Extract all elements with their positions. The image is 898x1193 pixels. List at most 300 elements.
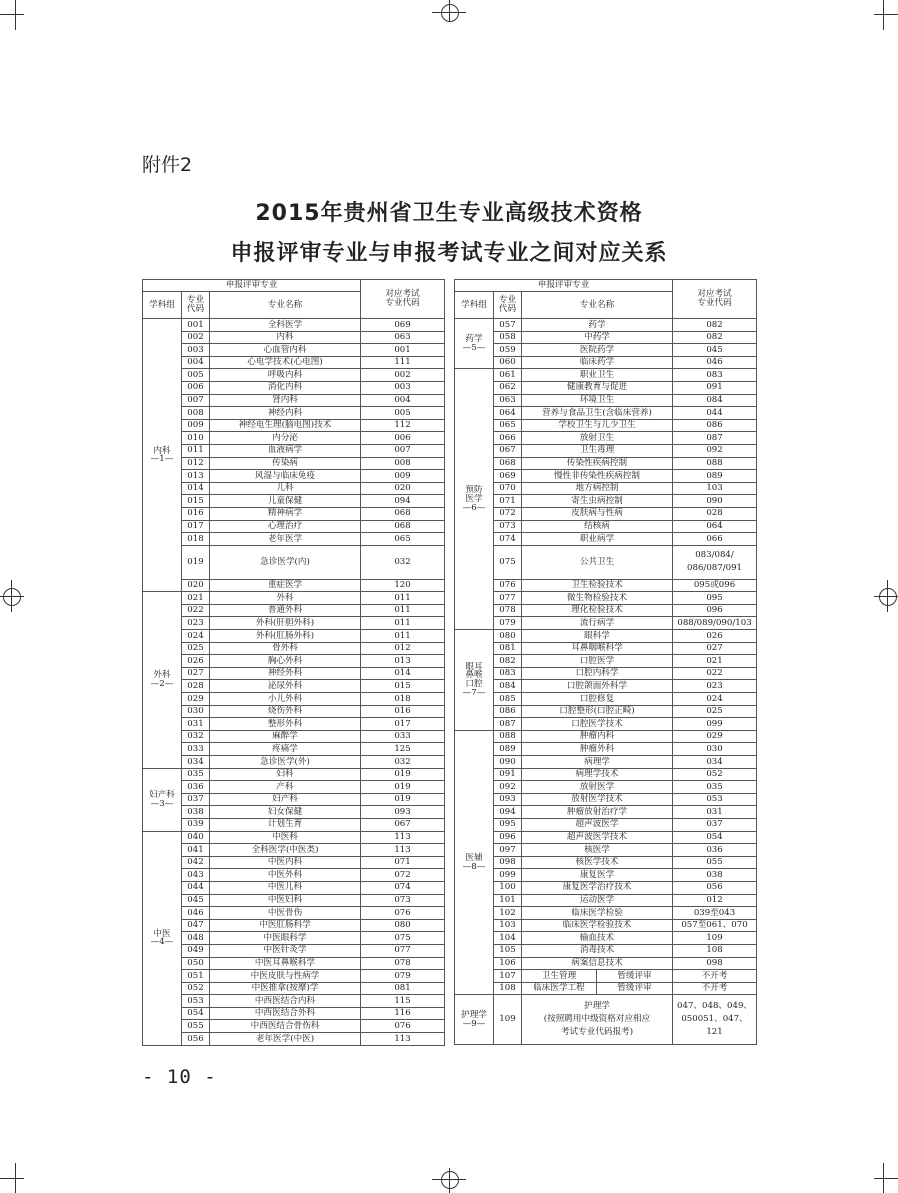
exam-code: 125 — [361, 743, 445, 756]
table-row — [143, 881, 445, 894]
exam-code: 不开考 — [673, 970, 757, 983]
table-row — [143, 1007, 445, 1020]
specialty-code: 056 — [182, 1033, 210, 1046]
exam-code: 109 — [673, 932, 757, 945]
specialty-code: 085 — [494, 693, 522, 706]
table-row — [455, 894, 757, 907]
specialty-name: 皮肤病与性病 — [522, 507, 673, 520]
table-row — [455, 344, 757, 357]
table-row — [455, 356, 757, 369]
specialty-code: 010 — [182, 432, 210, 445]
exam-code: 031 — [673, 806, 757, 819]
specialty-code: 103 — [494, 919, 522, 932]
specialty-code: 050 — [182, 957, 210, 970]
specialty-code: 078 — [494, 604, 522, 617]
table-row — [143, 680, 445, 693]
table-row — [455, 394, 757, 407]
specialty-code: 109 — [494, 995, 522, 1045]
specialty-code: 059 — [494, 344, 522, 357]
exam-code: 055 — [673, 856, 757, 869]
exam-code: 080 — [361, 919, 445, 932]
specialty-code: 038 — [182, 806, 210, 819]
exam-code: 103 — [673, 482, 757, 495]
specialty-code: 080 — [494, 630, 522, 643]
exam-code: 082 — [673, 319, 757, 332]
table-row — [455, 495, 757, 508]
header-specialty-code: 专业 代码 — [494, 292, 522, 319]
exam-code: 083 — [673, 369, 757, 382]
specialty-code: 094 — [494, 806, 522, 819]
table-row — [455, 995, 757, 1045]
specialty-code: 055 — [182, 1020, 210, 1033]
specialty-name: 眼科学 — [522, 630, 673, 643]
specialty-name: 计划生育 — [210, 818, 361, 831]
table-row — [143, 705, 445, 718]
table-row — [455, 881, 757, 894]
specialty-name: 寄生虫病控制 — [522, 495, 673, 508]
table-row — [143, 1033, 445, 1046]
table-row — [143, 818, 445, 831]
specialty-code: 088 — [494, 730, 522, 743]
specialty-name: 耳鼻咽喉科学 — [522, 642, 673, 655]
table-row — [455, 806, 757, 819]
specialty-code: 032 — [182, 730, 210, 743]
specialty-code: 084 — [494, 680, 522, 693]
specialty-code: 105 — [494, 944, 522, 957]
specialty-name: 麻醉学 — [210, 730, 361, 743]
specialty-name: 疼痛学 — [210, 743, 361, 756]
exam-code: 081 — [361, 982, 445, 995]
specialty-name: 临床医学工程 — [522, 982, 597, 995]
table-row — [143, 718, 445, 731]
specialty-name: 外科(肝胆外科) — [210, 617, 361, 630]
specialty-code: 025 — [182, 642, 210, 655]
exam-code: 079 — [361, 970, 445, 983]
specialty-code: 060 — [494, 356, 522, 369]
table-row — [143, 730, 445, 743]
specialty-name: 产科 — [210, 781, 361, 794]
specialty-name: 外科(肛肠外科) — [210, 630, 361, 643]
exam-code: 113 — [361, 844, 445, 857]
deferred-review-note: 暂缓评审 — [597, 982, 673, 995]
specialty-name: 理化检验技术 — [522, 604, 673, 617]
table-row — [455, 718, 757, 731]
specialty-code: 090 — [494, 756, 522, 769]
table-row — [143, 919, 445, 932]
header-row — [455, 280, 757, 292]
header-exam-code: 对应考试 专业代码 — [361, 280, 445, 319]
specialty-code: 041 — [182, 844, 210, 857]
exam-code: 073 — [361, 894, 445, 907]
specialty-name: 全科医学(中医类) — [210, 844, 361, 857]
exam-code: 092 — [673, 444, 757, 457]
specialty-code: 035 — [182, 768, 210, 781]
specialty-name: 中医骨伤 — [210, 907, 361, 920]
table-row — [143, 667, 445, 680]
specialty-code: 068 — [494, 457, 522, 470]
specialty-name: 中西医结合外科 — [210, 1007, 361, 1020]
subject-group-cell: 妇产科 —3— — [143, 768, 182, 831]
subject-group-cell: 药学 —5— — [455, 319, 494, 369]
specialty-name: 中医科 — [210, 831, 361, 844]
exam-code: 032 — [361, 756, 445, 769]
specialty-name: 儿科 — [210, 482, 361, 495]
specialty-name: 心血管内科 — [210, 344, 361, 357]
subject-group-cell: 预防 医学 —6— — [455, 369, 494, 630]
exam-code: 095 — [673, 592, 757, 605]
header-subject-group: 学科组 — [143, 292, 182, 319]
specialty-code: 057 — [494, 319, 522, 332]
table-row — [455, 932, 757, 945]
specialty-name: 血液病学 — [210, 444, 361, 457]
specialty-name: 中医内科 — [210, 856, 361, 869]
exam-code: 011 — [361, 630, 445, 643]
specialty-name: 中医皮肤与性病学 — [210, 970, 361, 983]
specialty-name: 中医推拿(按摩)学 — [210, 982, 361, 995]
exam-code: 021 — [673, 655, 757, 668]
specialty-code: 074 — [494, 533, 522, 546]
specialty-code: 004 — [182, 356, 210, 369]
table-row — [455, 693, 757, 706]
table-row — [143, 344, 445, 357]
table-row — [455, 533, 757, 546]
specialty-code: 031 — [182, 718, 210, 731]
table-row — [455, 407, 757, 420]
specialty-name: 口腔医学技术 — [522, 718, 673, 731]
specialty-code: 052 — [182, 982, 210, 995]
table-row — [143, 356, 445, 369]
header-exam-code: 对应考试 专业代码 — [673, 280, 757, 319]
specialty-code: 033 — [182, 743, 210, 756]
table-row — [455, 579, 757, 592]
specialty-code: 077 — [494, 592, 522, 605]
table-row — [143, 520, 445, 533]
table-row — [143, 444, 445, 457]
table-row — [143, 604, 445, 617]
exam-code: 019 — [361, 781, 445, 794]
specialty-name: 重症医学 — [210, 579, 361, 592]
specialty-code: 026 — [182, 655, 210, 668]
exam-code: 044 — [673, 407, 757, 420]
specialty-name: 病理学技术 — [522, 768, 673, 781]
table-row — [455, 730, 757, 743]
specialty-name: 中医妇科 — [210, 894, 361, 907]
exam-code: 067 — [361, 818, 445, 831]
exam-code: 023 — [673, 680, 757, 693]
exam-code: 012 — [361, 642, 445, 655]
specialty-name: 口腔颌面外科学 — [522, 680, 673, 693]
specialty-name: 妇女保健 — [210, 806, 361, 819]
exam-code: 090 — [673, 495, 757, 508]
table-row — [143, 944, 445, 957]
specialty-code: 009 — [182, 419, 210, 432]
specialty-code: 058 — [494, 331, 522, 344]
table-row — [455, 655, 757, 668]
specialty-name: 胸心外科 — [210, 655, 361, 668]
specialty-code: 104 — [494, 932, 522, 945]
specialty-code: 047 — [182, 919, 210, 932]
exam-code: 108 — [673, 944, 757, 957]
exam-code: 071 — [361, 856, 445, 869]
exam-code: 015 — [361, 680, 445, 693]
specialty-name: 超声波医学 — [522, 818, 673, 831]
table-row — [455, 856, 757, 869]
specialty-code: 006 — [182, 381, 210, 394]
exam-code: 087 — [673, 432, 757, 445]
specialty-name: 中医眼科学 — [210, 932, 361, 945]
table-row — [455, 470, 757, 483]
specialty-code: 019 — [182, 545, 210, 579]
specialty-name: 输血技术 — [522, 932, 673, 945]
table-row — [455, 507, 757, 520]
exam-code: 029 — [673, 730, 757, 743]
table-row — [455, 642, 757, 655]
table-row — [455, 743, 757, 756]
table-row — [455, 457, 757, 470]
specialty-name: 流行病学 — [522, 617, 673, 630]
table-row — [455, 869, 757, 882]
exam-code: 037 — [673, 818, 757, 831]
table-row — [143, 693, 445, 706]
table-row — [143, 533, 445, 546]
table-row — [143, 331, 445, 344]
specialty-code: 043 — [182, 869, 210, 882]
specialty-name: 呼吸内科 — [210, 369, 361, 382]
exam-code: 112 — [361, 419, 445, 432]
table-row — [143, 743, 445, 756]
table-row — [455, 319, 757, 332]
table-row — [455, 592, 757, 605]
exam-code: 001 — [361, 344, 445, 357]
exam-code: 065 — [361, 533, 445, 546]
specialty-name: 临床医学检验 — [522, 907, 673, 920]
table-row — [143, 781, 445, 794]
specialty-name: 儿童保健 — [210, 495, 361, 508]
specialty-name: 肿瘤内科 — [522, 730, 673, 743]
exam-code: 068 — [361, 520, 445, 533]
table-row — [143, 995, 445, 1008]
specialty-code: 096 — [494, 831, 522, 844]
exam-code: 075 — [361, 932, 445, 945]
specialty-name: 放射卫生 — [522, 432, 673, 445]
exam-code: 064 — [673, 520, 757, 533]
table-row — [143, 831, 445, 844]
exam-code: 056 — [673, 881, 757, 894]
specialty-code: 086 — [494, 705, 522, 718]
specialty-name: 风湿与临床免疫 — [210, 470, 361, 483]
table-row — [143, 432, 445, 445]
specialty-code: 029 — [182, 693, 210, 706]
table-row — [143, 482, 445, 495]
exam-code: 032 — [361, 545, 445, 579]
specialty-name: 中医耳鼻喉科学 — [210, 957, 361, 970]
table-row — [143, 419, 445, 432]
subject-group-cell: 护理学 —9— — [455, 995, 494, 1045]
specialty-code: 015 — [182, 495, 210, 508]
exam-code: 047、048、049、 050051、047、121 — [673, 995, 757, 1045]
table-row — [455, 604, 757, 617]
exam-code: 009 — [361, 470, 445, 483]
specialty-code: 022 — [182, 604, 210, 617]
specialty-name: 卫生毒理 — [522, 444, 673, 457]
exam-code: 083/084/ 086/087/091 — [673, 545, 757, 579]
table-row — [143, 756, 445, 769]
table-row — [455, 444, 757, 457]
table-row — [143, 907, 445, 920]
specialty-code: 095 — [494, 818, 522, 831]
specialty-code: 013 — [182, 470, 210, 483]
specialty-name: 肿瘤外科 — [522, 743, 673, 756]
exam-code: 069 — [361, 319, 445, 332]
table-row — [143, 1020, 445, 1033]
specialty-name: 口腔整形(口腔正畸) — [522, 705, 673, 718]
specialty-code: 040 — [182, 831, 210, 844]
specialty-code: 036 — [182, 781, 210, 794]
table-row — [455, 381, 757, 394]
specialty-code: 062 — [494, 381, 522, 394]
table-row — [143, 793, 445, 806]
specialty-name: 运动医学 — [522, 894, 673, 907]
exam-code: 025 — [673, 705, 757, 718]
specialty-name: 营养与食品卫生(含临床营养) — [522, 407, 673, 420]
specialty-code: 082 — [494, 655, 522, 668]
exam-code: 033 — [361, 730, 445, 743]
specialty-name: 康复医学 — [522, 869, 673, 882]
specialty-code: 016 — [182, 507, 210, 520]
specialty-name: 放射医学 — [522, 781, 673, 794]
exam-code: 057至061、070 — [673, 919, 757, 932]
specialty-name: 神经电生理(脑电图)技术 — [210, 419, 361, 432]
table-row — [455, 756, 757, 769]
specialty-code: 034 — [182, 756, 210, 769]
table-row — [455, 919, 757, 932]
exam-code: 019 — [361, 793, 445, 806]
subject-group-cell: 内科 —1— — [143, 319, 182, 592]
specialty-code: 003 — [182, 344, 210, 357]
specialty-code: 101 — [494, 894, 522, 907]
document-title-line-2: 申报评审专业与申报考试专业之间对应关系 — [230, 241, 668, 266]
specialty-name: 老年医学 — [210, 533, 361, 546]
exam-code: 088 — [673, 457, 757, 470]
left-correspondence-table — [142, 279, 445, 1046]
specialty-code: 087 — [494, 718, 522, 731]
exam-code: 016 — [361, 705, 445, 718]
specialty-code: 014 — [182, 482, 210, 495]
specialty-name: 放射医学技术 — [522, 793, 673, 806]
table-row — [143, 592, 445, 605]
exam-code: 017 — [361, 718, 445, 731]
exam-code: 088/089/090/103 — [673, 617, 757, 630]
specialty-name: 中药学 — [522, 331, 673, 344]
specialty-code: 008 — [182, 407, 210, 420]
exam-code: 022 — [673, 667, 757, 680]
table-row — [143, 932, 445, 945]
specialty-code: 107 — [494, 970, 522, 983]
specialty-code: 017 — [182, 520, 210, 533]
specialty-code: 073 — [494, 520, 522, 533]
exam-code: 011 — [361, 592, 445, 605]
exam-code: 003 — [361, 381, 445, 394]
table-row — [143, 319, 445, 332]
exam-code: 004 — [361, 394, 445, 407]
specialty-name: 急诊医学(内) — [210, 545, 361, 579]
specialty-name: 卫生管理 — [522, 970, 597, 983]
specialty-code: 072 — [494, 507, 522, 520]
table-row — [143, 545, 445, 579]
exam-code: 034 — [673, 756, 757, 769]
specialty-code: 018 — [182, 533, 210, 546]
specialty-name: 健康教育与促进 — [522, 381, 673, 394]
specialty-code: 039 — [182, 818, 210, 831]
exam-code: 013 — [361, 655, 445, 668]
specialty-name: 传染性疾病控制 — [522, 457, 673, 470]
header-specialty-code: 专业 代码 — [182, 292, 210, 319]
specialty-code: 100 — [494, 881, 522, 894]
table-row — [143, 579, 445, 592]
specialty-name: 临床药学 — [522, 356, 673, 369]
exam-code: 030 — [673, 743, 757, 756]
exam-code: 072 — [361, 869, 445, 882]
exam-code: 091 — [673, 381, 757, 394]
specialty-code: 069 — [494, 470, 522, 483]
specialty-name: 老年医学(中医) — [210, 1033, 361, 1046]
exam-code: 019 — [361, 768, 445, 781]
exam-code: 052 — [673, 768, 757, 781]
specialty-name: 消化内科 — [210, 381, 361, 394]
exam-code: 095或096 — [673, 579, 757, 592]
specialty-code: 097 — [494, 844, 522, 857]
specialty-name: 公共卫生 — [522, 545, 673, 579]
exam-code: 115 — [361, 995, 445, 1008]
table-row — [455, 617, 757, 630]
exam-code: 002 — [361, 369, 445, 382]
specialty-code: 091 — [494, 768, 522, 781]
exam-code: 028 — [673, 507, 757, 520]
subject-group-cell: 眼耳 鼻喉 口腔 —7— — [455, 630, 494, 731]
specialty-name: 心电学技术(心电图) — [210, 356, 361, 369]
specialty-name: 内分泌 — [210, 432, 361, 445]
specialty-name: 普通外科 — [210, 604, 361, 617]
exam-code: 120 — [361, 579, 445, 592]
specialty-name: 核医学 — [522, 844, 673, 857]
table-row — [455, 907, 757, 920]
specialty-name: 职业病学 — [522, 533, 673, 546]
exam-code: 008 — [361, 457, 445, 470]
exam-code: 076 — [361, 907, 445, 920]
specialty-code: 093 — [494, 793, 522, 806]
specialty-name: 中医针灸学 — [210, 944, 361, 957]
specialty-name: 微生物检验技术 — [522, 592, 673, 605]
specialty-code: 028 — [182, 680, 210, 693]
specialty-code: 049 — [182, 944, 210, 957]
specialty-code: 037 — [182, 793, 210, 806]
header-declared-specialty: 申报评审专业 — [143, 280, 361, 292]
table-row — [143, 655, 445, 668]
specialty-code: 048 — [182, 932, 210, 945]
table-row — [143, 507, 445, 520]
table-row — [143, 806, 445, 819]
specialty-code: 030 — [182, 705, 210, 718]
exam-code: 024 — [673, 693, 757, 706]
table-row — [455, 970, 757, 983]
subject-group-cell: 外科 —2— — [143, 592, 182, 768]
specialty-code: 075 — [494, 545, 522, 579]
table-row — [143, 617, 445, 630]
exam-code: 099 — [673, 718, 757, 731]
exam-code: 074 — [361, 881, 445, 894]
specialty-name: 中医外科 — [210, 869, 361, 882]
specialty-name: 整形外科 — [210, 718, 361, 731]
